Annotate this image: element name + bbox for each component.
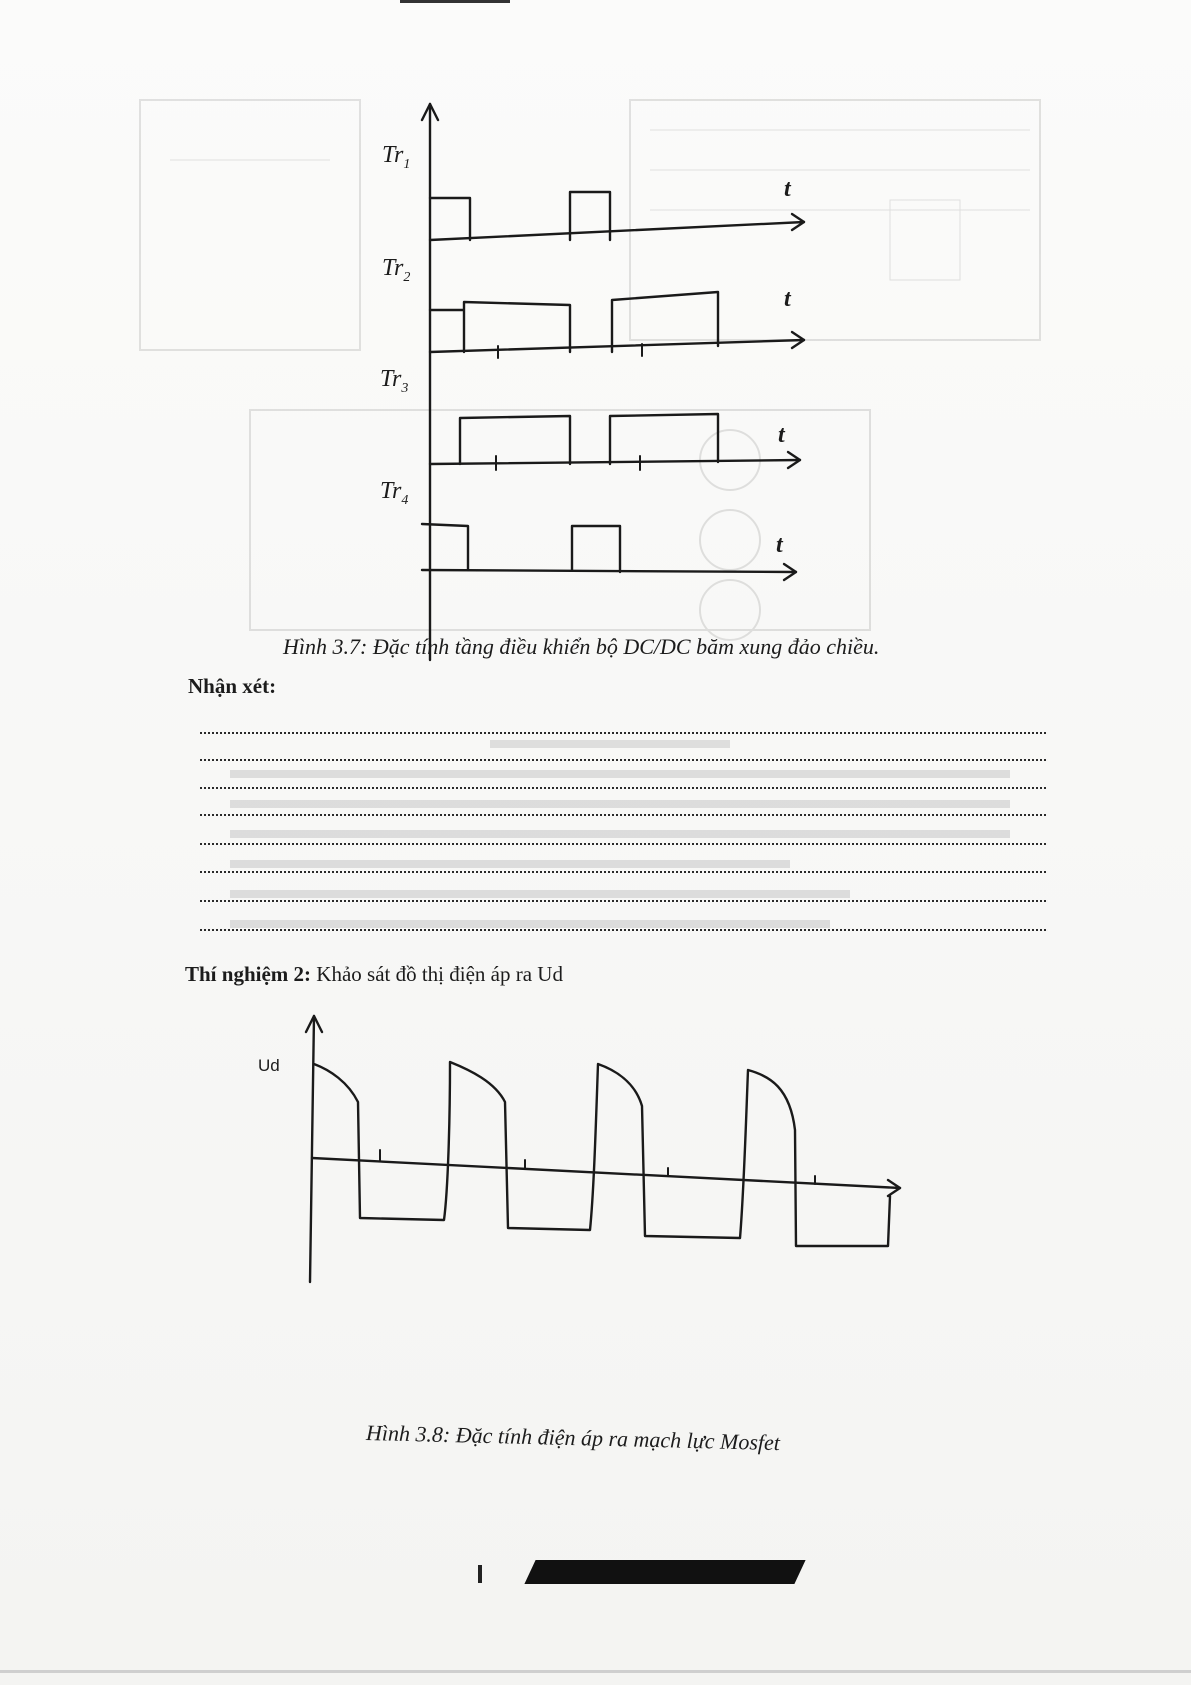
tr4-time-axis (422, 570, 796, 572)
time-axis (312, 1158, 900, 1188)
figure-3-7-pulse-diagram (400, 100, 850, 660)
figure-3-8-caption: Hình 3.8: Đặc tính điện áp ra mạch lực Mosfet (365, 1420, 781, 1456)
page-edge (0, 1670, 1191, 1673)
scan-edge-mark (400, 0, 510, 3)
vertical-axis (310, 1016, 314, 1282)
tr3-label: $Tr_3$ (380, 366, 409, 396)
bleed-through-text (190, 730, 1050, 970)
experiment-2-heading (185, 962, 563, 987)
tr2-label: $Tr_2$ (382, 255, 411, 285)
scan-mark (478, 1565, 482, 1583)
ud-waveform (314, 1062, 890, 1246)
tr4-waveform (422, 524, 620, 572)
tr1-label: $Tr_1$ (382, 142, 411, 172)
tr3-time-axis (430, 460, 800, 464)
answer-line[interactable] (200, 915, 1046, 931)
answer-line[interactable] (200, 857, 1046, 873)
tr1-axis-t-label: t (784, 176, 791, 202)
experiment-2-title: Khảo sát đồ thị điện áp ra Ud (311, 962, 563, 986)
scan-shadow-artifact (524, 1560, 805, 1584)
answer-line[interactable] (200, 829, 1046, 845)
answer-line[interactable] (200, 773, 1046, 789)
tr3-axis-t-label: t (778, 422, 785, 448)
tr3-waveform (460, 414, 718, 464)
answer-line[interactable] (200, 745, 1046, 761)
tr2-axis-t-label: t (784, 286, 791, 312)
figure-3-8-voltage-diagram (300, 1010, 920, 1300)
tr4-axis-t-label: t (776, 532, 783, 558)
tr2-time-axis (430, 340, 804, 352)
tr4-label: $Tr_4$ (380, 478, 409, 508)
remarks-heading: Nhận xét: (188, 674, 277, 698)
figure-3-7-caption: Hình 3.7: Đặc tính tầng điều khiển bộ DC/DC băm xung đảo chiều. (283, 634, 880, 659)
experiment-2-label: Thí nghiệm 2: (185, 962, 312, 986)
answer-line[interactable] (200, 886, 1046, 902)
tr1-time-axis (430, 222, 804, 240)
answer-line[interactable] (200, 718, 1046, 734)
ud-axis-label: Ud (258, 1056, 280, 1075)
answer-line[interactable] (200, 800, 1046, 816)
